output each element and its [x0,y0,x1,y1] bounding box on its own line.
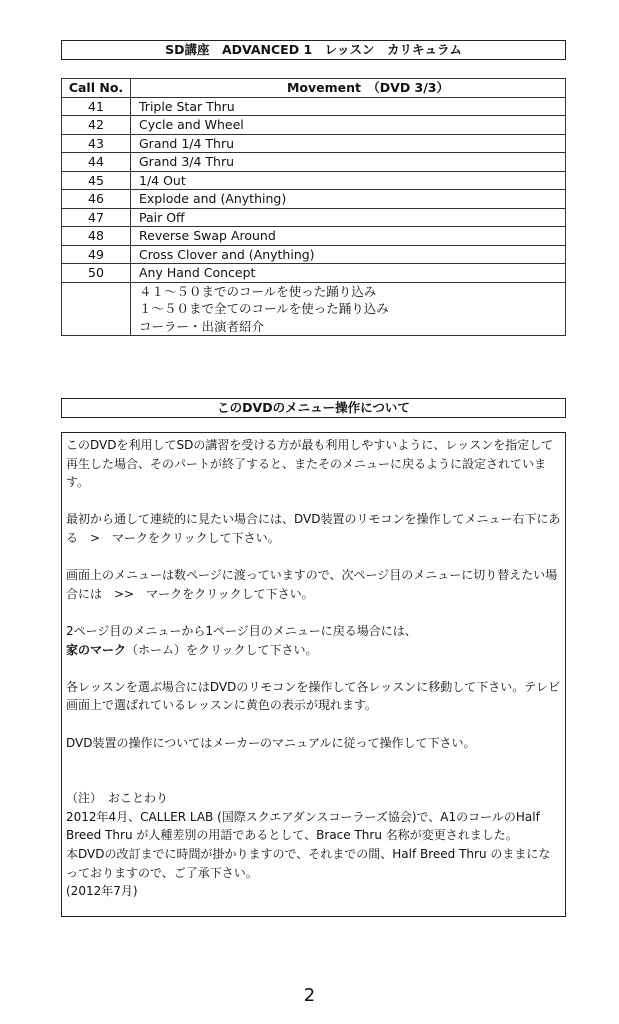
table-row [62,245,566,264]
paragraph [66,622,561,659]
table-row [62,208,566,227]
curriculum-table [61,78,566,336]
paragraph: 各レッスンを選ぶ場合にはDVDのリモコンを操作して各レッスンに移動して下さい。テレビ画面上で選ばれているレッスンに黄色の表示が現れます。 [66,679,561,713]
call-number: 43 [62,134,131,153]
call-number: 41 [62,97,131,116]
movement-name: Explode and (Anything) [131,190,566,209]
call-number: 48 [62,227,131,246]
table-header-row [62,79,566,98]
table-note-row [62,318,566,336]
table-row [62,171,566,190]
table-row [62,227,566,246]
page-number: 2 [303,985,316,1006]
home-mark-label: 家のマーク [66,642,127,657]
note-heading: （注） おことわり [66,791,169,806]
column-header-call-no: Call No. [62,79,131,98]
movement-name: Any Hand Concept [131,264,566,283]
call-number: 44 [62,153,131,172]
paragraph-part: （ホーム）をクリックして下さい。 [126,642,318,657]
table-row [62,264,566,283]
menu-section-title: このDVDのメニュー操作について [61,398,566,418]
table-row [62,97,566,116]
table-row [62,190,566,209]
call-number: 49 [62,245,131,264]
note-paragraph: 本DVDの改訂までに時間が掛かりますので、それまでの間、Half Breed Thru のままになっておりますので、ご了承下さい。 [66,847,551,880]
paragraph-part: 2ページ目のメニューから1ページ目のメニューに戻る場合には、 [66,623,417,638]
note-paragraph: 2012年4月、CALLER LAB (国際スクエアダンスコーラーズ協会)で、A1のコールのHalf Breed Thru が人種差別の用語であるとして、Brace Thru 名称が変更されました。 [66,809,540,843]
movement-name: Grand 1/4 Thru [131,134,566,153]
note-date: (2012年7月) [66,884,138,899]
table-note-row [62,300,566,318]
paragraph: DVD装置の操作についてはメーカーのマニュアルに従って操作して下さい。 [66,735,476,750]
movement-name: Reverse Swap Around [131,227,566,246]
paragraph: このDVDを利用してSDの講習を受ける方が最も利用しやすいように、レッスンを指定して再生した場合、そのパートが終了すると、またそのメニューに戻るように設定されています。 [66,438,554,490]
column-header-movement: Movement （DVD 3/3） [131,79,566,98]
call-number: 45 [62,171,131,190]
movement-name: Grand 3/4 Thru [131,153,566,172]
note-text: １～５０まで全てのコールを使った踊り込み [131,300,566,318]
paragraph: 最初から通して連続的に見たい場合には、DVD装置のリモコンを操作してメニュー右下にある > マークをクリックして下さい。 [66,512,561,545]
spacer [66,771,561,790]
note-text: ４１～５０までのコールを使った踊り込み [131,282,566,300]
movement-name: 1/4 Out [131,171,566,190]
paragraph: 画面上のメニューは数ページに渡っていますので、次ページ目のメニューに切り替えたい場合には >> マークをクリックして下さい。 [66,568,558,601]
call-number: 50 [62,264,131,283]
call-number: 47 [62,208,131,227]
curriculum-title: SD講座 ADVANCED 1 レッスン カリキュラム [61,40,566,60]
note-text: コーラー・出演者紹介 [131,318,566,336]
movement-name: Cycle and Wheel [131,116,566,135]
movement-name: Pair Off [131,208,566,227]
menu-instructions [61,432,566,917]
table-note-row [62,282,566,300]
table-row [62,116,566,135]
movement-name: Triple Star Thru [131,97,566,116]
call-number: 46 [62,190,131,209]
movement-name: Cross Clover and (Anything) [131,245,566,264]
call-number: 42 [62,116,131,135]
table-row [62,134,566,153]
table-row [62,153,566,172]
